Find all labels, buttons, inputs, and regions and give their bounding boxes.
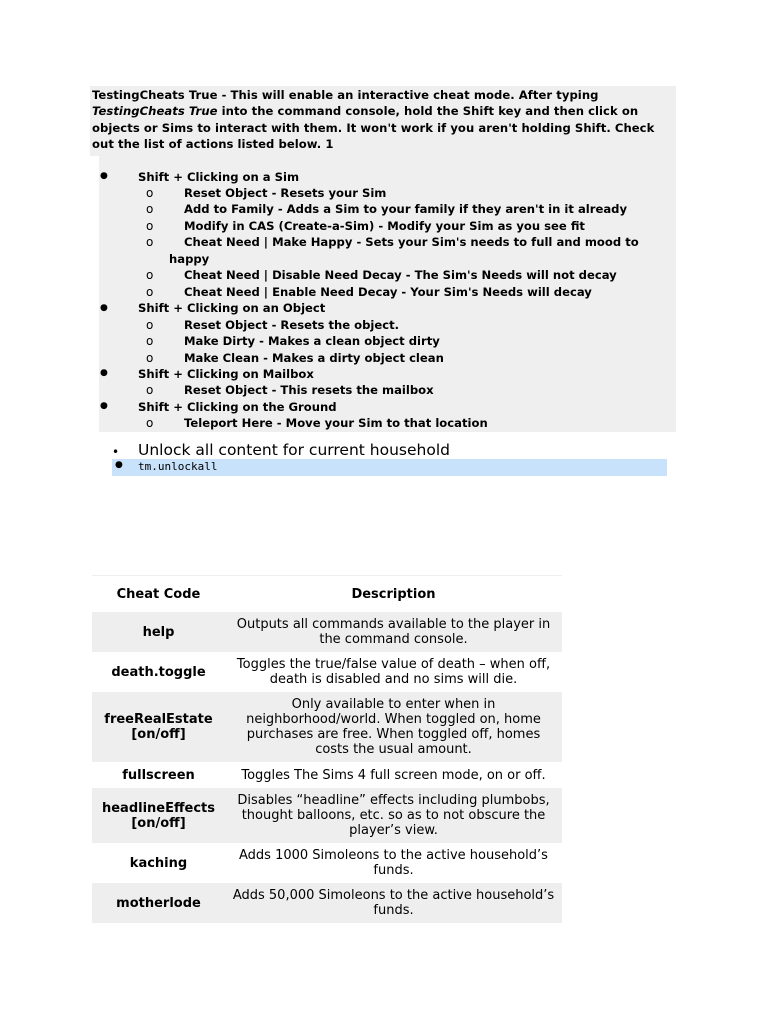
description-cell: Disables “headline” effects including plumbobs, thought balloons, etc. so as to not obscure the player’s view. [225,788,562,843]
action-item: Teleport Here - Move your Sim to that location [184,416,488,430]
table-row [92,788,562,843]
circle-bullet-icon: o [146,416,154,430]
action-item: Modify in CAS (Create-a-Sim) - Modify your Sim as you see fit [184,219,585,233]
cheat-code-cell: headlineEffects [on/off] [92,788,225,843]
circle-bullet-icon: o [146,318,154,332]
action-group-object: Shift + Clicking on an Object [138,301,326,315]
action-group-ground: Shift + Clicking on the Ground [138,400,337,414]
action-item: Add to Family - Adds a Sim to your family if they aren't in it already [184,202,628,216]
bullet-icon: ● [100,303,108,313]
action-item: Cheat Need | Make Happy - Sets your Sim's needs to full and mood to [184,235,639,249]
cheat-code-cell: motherlode [92,883,225,923]
circle-bullet-icon: o [146,219,154,233]
unlock-code: tm.unlockall [138,460,218,473]
action-item: Reset Object - This resets the mailbox [184,383,434,397]
circle-bullet-icon: o [146,334,154,348]
intro-text-2: into the command console, hold the Shift key and then click on objects or Sims to interact with them. It won't work if you aren't holding Shift. Check out the list of actions listed below. 1 [92,104,655,151]
action-item: Make Dirty - Makes a clean object dirty [184,334,440,348]
code-highlight [112,459,667,476]
action-item: Reset Object - Resets your Sim [184,186,387,200]
action-item-wrap: happy [169,252,210,266]
description-cell: Outputs all commands available to the player in the command console. [225,612,562,652]
intro-testing: Testing [92,88,140,102]
description-cell: Toggles the true/false value of death – when off, death is disabled and no sims will die. [236,657,551,687]
cheat-code-cell: freeRealEstate [on/off] [92,692,225,762]
cheat-code-cell: help [92,612,225,652]
unlock-label: Unlock all content for current household [138,441,450,459]
intro-paragraph [92,87,676,152]
bullet-icon: ● [100,171,108,181]
intro-command-name: TestingCheats True [92,104,218,119]
table-row [92,652,562,692]
action-group-mailbox: Shift + Clicking on Mailbox [138,367,314,381]
intro-cheats-true: Cheats True [139,88,218,102]
circle-bullet-icon: o [146,268,154,282]
circle-bullet-icon: o [146,186,154,200]
table-row [92,843,562,883]
table-row [92,883,562,923]
action-item: Make Clean - Makes a dirty object clean [184,351,444,365]
description-cell: Adds 50,000 Simoleons to the active household’s funds. [225,883,562,923]
table-row [92,762,562,788]
bullet-icon: ● [100,368,108,378]
action-item: Cheat Need | Disable Need Decay - The Sim's Needs will not decay [184,268,617,282]
bullet-icon: • [112,445,120,459]
cheat-table [92,575,562,923]
action-item: Reset Object - Resets the object. [184,318,400,332]
description-cell: Adds 1000 Simoleons to the active household’s funds. [239,848,548,878]
cheat-code-cell: fullscreen [122,767,195,783]
circle-bullet-icon: o [146,285,154,299]
bullet-icon: ● [100,401,108,411]
circle-bullet-icon: o [146,202,154,216]
circle-bullet-icon: o [146,351,154,365]
circle-bullet-icon: o [146,235,154,249]
table-row [92,612,562,652]
header-cheat-code: Cheat Code [92,576,225,613]
description-cell: Toggles The Sims 4 full screen mode, on or off. [241,767,546,783]
header-description: Description [225,576,562,613]
action-group-sim: Shift + Clicking on a Sim [138,170,300,184]
table-header-row [92,576,562,613]
unlock-item [112,441,450,459]
table-row [92,692,562,762]
circle-bullet-icon: o [146,383,154,397]
intro-text-1: - This will enable an interactive cheat mode. After typing [217,88,599,102]
description-cell: Only available to enter when in neighborhood/world. When toggled on, home purchases are free. When toggled off, homes costs the usual amount. [225,692,562,762]
action-item: Cheat Need | Enable Need Decay - Your Sim's Needs will decay [184,285,592,299]
bullet-icon: ● [115,460,123,470]
cheat-code-cell: kaching [129,855,188,871]
cheat-code-cell: death.toggle [111,664,206,680]
